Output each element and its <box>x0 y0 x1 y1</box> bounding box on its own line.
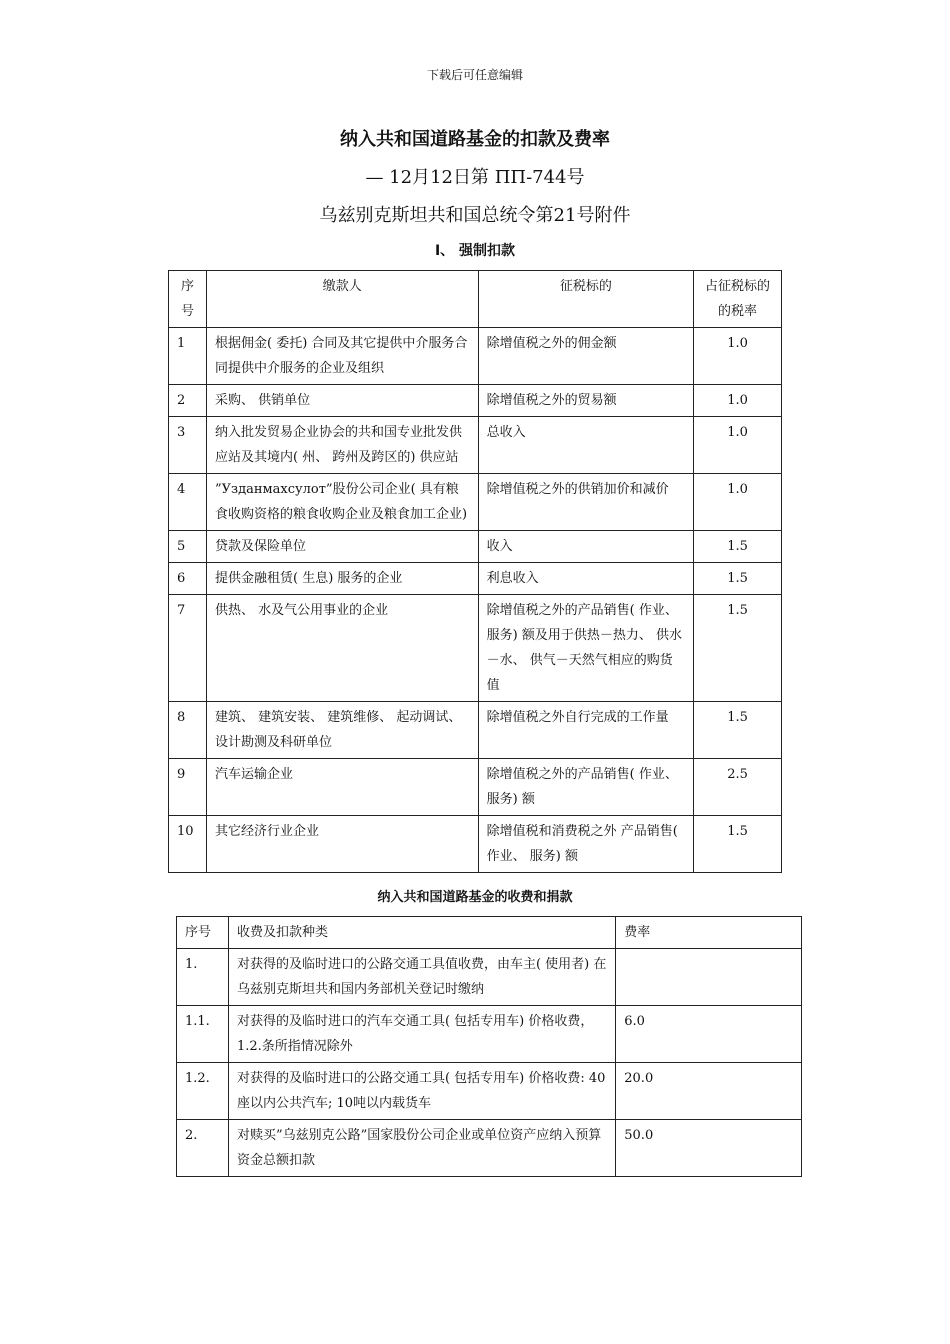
table-header-row <box>169 271 782 328</box>
row-no: 4 <box>169 474 207 531</box>
section1-title: Ⅰ、 强制扣款 <box>434 243 516 259</box>
table-row <box>169 759 782 816</box>
header-rate: 费率 <box>616 917 802 949</box>
row-object: 除增值税之外的佣金额 <box>478 328 694 385</box>
row-no: 10 <box>169 816 207 873</box>
row-object: 除增值税之外的贸易额 <box>478 385 694 417</box>
header-kind: 收费及扣款种类 <box>228 917 615 949</box>
table-row <box>169 474 782 531</box>
row-kind: 对获得的及临时进口的公路交通工具值收费，由车主( 使用者) 在乌兹别克斯坦共和国内务部机关登记时缴纳 <box>228 949 615 1006</box>
header-no: 序号 <box>169 271 207 328</box>
row-no: 1. <box>177 949 229 1006</box>
row-object: 收入 <box>478 531 694 563</box>
table-row <box>169 563 782 595</box>
section2-title: 纳入共和国道路基金的收费和捐款 <box>377 890 573 905</box>
row-rate: 1.5 <box>694 702 782 759</box>
row-payer: 其它经济行业企业 <box>206 816 478 873</box>
table-row <box>169 531 782 563</box>
header-object: 征税标的 <box>478 271 694 328</box>
row-rate: 1.0 <box>694 328 782 385</box>
header-payer: 缴款人 <box>206 271 478 328</box>
row-rate: 20.0 <box>616 1063 802 1120</box>
row-no: 1.2. <box>177 1063 229 1120</box>
row-rate <box>616 949 802 1006</box>
row-no: 1 <box>169 328 207 385</box>
row-payer: 提供金融租赁( 生息) 服务的企业 <box>206 563 478 595</box>
fees-table <box>176 916 802 1177</box>
table-row <box>169 385 782 417</box>
row-object: 除增值税之外的产品销售( 作业、 服务) 额 <box>478 759 694 816</box>
row-object: 除增值税之外自行完成的工作量 <box>478 702 694 759</box>
header-rate: 占征税标的的税率 <box>694 271 782 328</box>
row-rate: 1.5 <box>694 563 782 595</box>
row-rate: 1.0 <box>694 385 782 417</box>
row-no: 3 <box>169 417 207 474</box>
table-row <box>169 595 782 702</box>
row-no: 5 <box>169 531 207 563</box>
decree-number: — 12月12日第 ПП-744号 <box>365 167 585 188</box>
row-rate: 1.0 <box>694 417 782 474</box>
row-rate: 1.5 <box>694 595 782 702</box>
row-payer: ”Узданмахсулот”股份公司企业( 具有粮食收购资格的粮食收购企业及粮食加工企业) <box>206 474 478 531</box>
table-row <box>177 1120 802 1177</box>
row-payer: 建筑、 建筑安装、 建筑维修、 起动调试、 设计勘测及科研单位 <box>206 702 478 759</box>
row-no: 1.1. <box>177 1006 229 1063</box>
row-no: 2. <box>177 1120 229 1177</box>
row-object: 除增值税之外的供销加价和减价 <box>478 474 694 531</box>
header-no: 序号 <box>177 917 229 949</box>
table-row <box>169 328 782 385</box>
row-no: 6 <box>169 563 207 595</box>
table-row <box>177 1006 802 1063</box>
row-rate: 1.0 <box>694 474 782 531</box>
row-kind: 对获得的及临时进口的汽车交通工具( 包括专用车) 价格收费，1.2.条所指情况除外 <box>228 1006 615 1063</box>
table-row <box>177 1063 802 1120</box>
row-kind: 对赎买”乌兹别克公路”国家股份公司企业或单位资产应纳入预算资金总额扣款 <box>228 1120 615 1177</box>
decree-attachment: 乌兹别克斯坦共和国总统令第21号附件 <box>319 205 631 226</box>
row-rate: 1.5 <box>694 816 782 873</box>
mandatory-deductions-table <box>168 270 782 873</box>
row-object: 除增值税之外的产品销售( 作业、 服务) 额及用于供热－热力、 供水－水、 供气－天然气相应的购货值 <box>478 595 694 702</box>
row-object: 总收入 <box>478 417 694 474</box>
row-payer: 根据佣金( 委托) 合同及其它提供中介服务合同提供中介服务的企业及组织 <box>206 328 478 385</box>
row-rate: 1.5 <box>694 531 782 563</box>
row-no: 8 <box>169 702 207 759</box>
row-rate: 6.0 <box>616 1006 802 1063</box>
row-object: 除增值税和消费税之外 产品销售( 作业、 服务) 额 <box>478 816 694 873</box>
row-rate: 50.0 <box>616 1120 802 1177</box>
table-row <box>177 949 802 1006</box>
table-row <box>169 816 782 873</box>
row-kind: 对获得的及临时进口的公路交通工具( 包括专用车) 价格收费: 40座以内公共汽车; 10吨以内载货车 <box>228 1063 615 1120</box>
row-no: 2 <box>169 385 207 417</box>
row-no: 9 <box>169 759 207 816</box>
row-payer: 贷款及保险单位 <box>206 531 478 563</box>
table-row <box>169 417 782 474</box>
row-payer: 汽车运输企业 <box>206 759 478 816</box>
row-rate: 2.5 <box>694 759 782 816</box>
row-payer: 供热、 水及气公用事业的企业 <box>206 595 478 702</box>
document-title: 纳入共和国道路基金的扣款及费率 <box>340 129 610 150</box>
table-row <box>169 702 782 759</box>
row-object: 利息收入 <box>478 563 694 595</box>
row-payer: 采购、 供销单位 <box>206 385 478 417</box>
row-no: 7 <box>169 595 207 702</box>
row-payer: 纳入批发贸易企业协会的共和国专业批发供应站及其境内( 州、 跨州及跨区的) 供应站 <box>206 417 478 474</box>
header-note: 下载后可任意编辑 <box>426 68 523 82</box>
table-header-row <box>177 917 802 949</box>
